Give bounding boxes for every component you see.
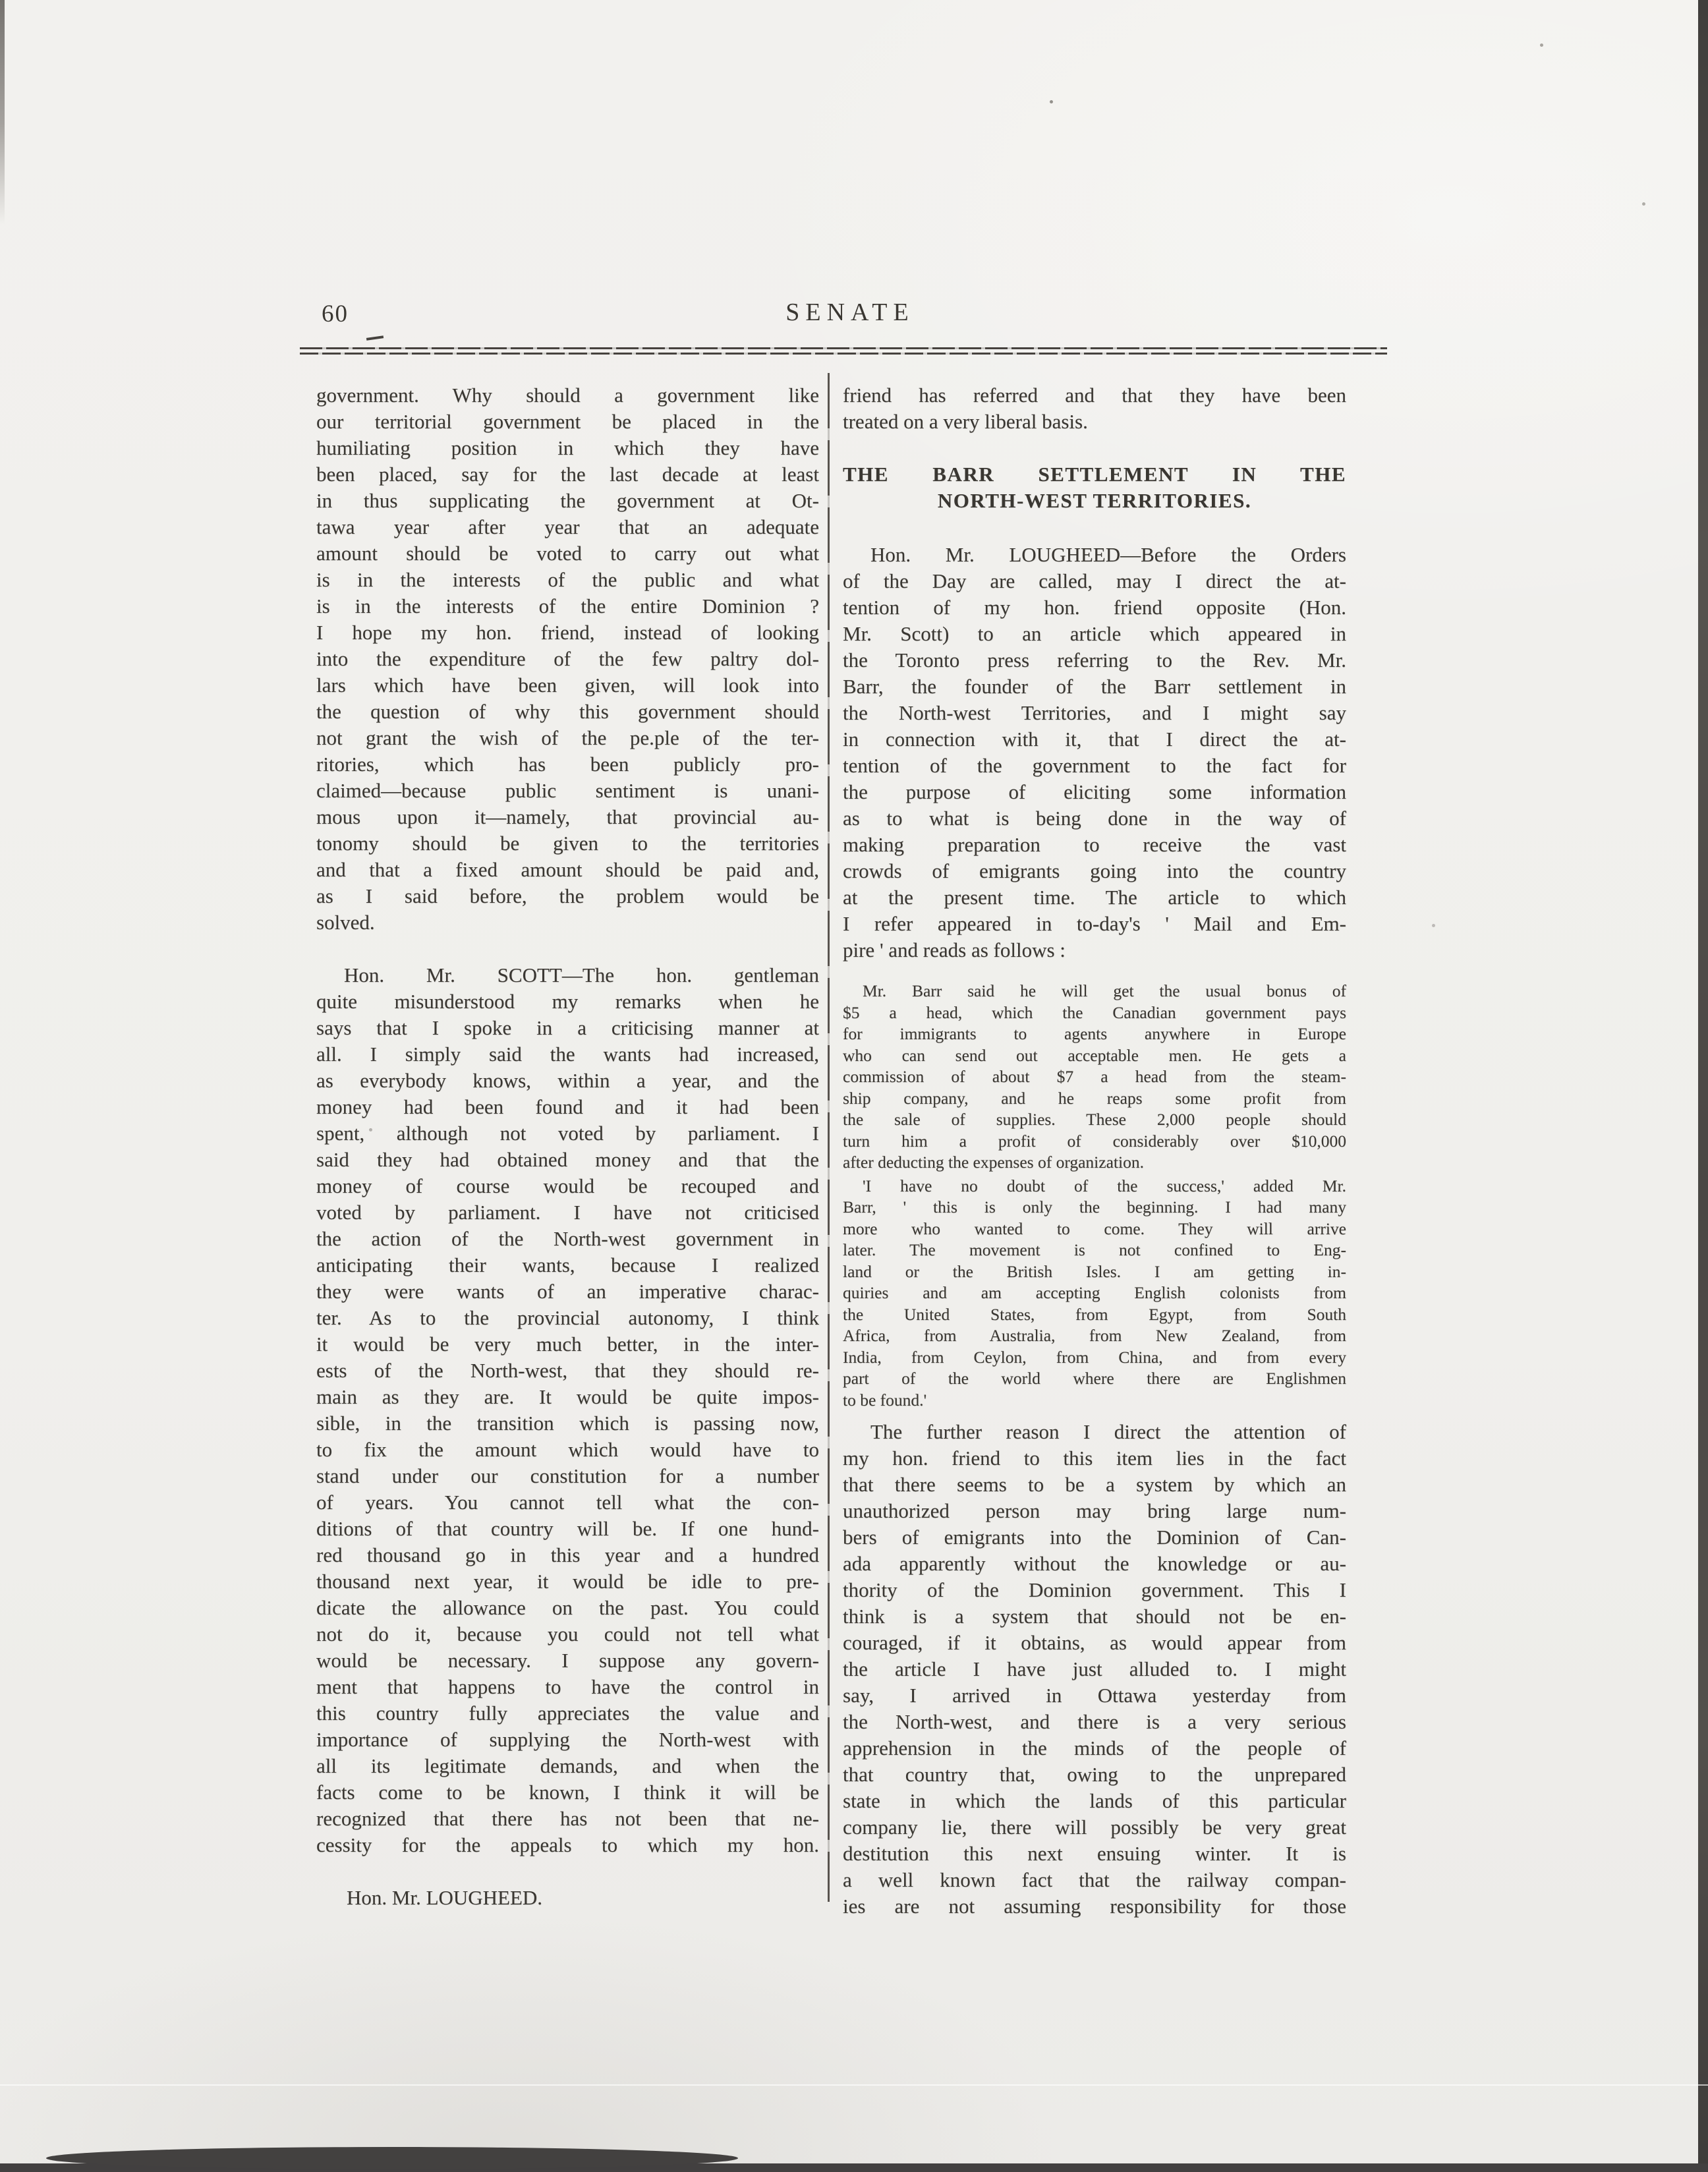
text-line: crowds of emigrants going into the country bbox=[843, 859, 1346, 882]
speaker-catchline bbox=[316, 1885, 819, 1911]
text-line: who can send out acceptable men. He gets a bbox=[843, 1045, 1346, 1065]
scan-edge-left bbox=[0, 0, 5, 224]
text-line: 'I have no doubt of the success,' added Mr. bbox=[863, 1176, 1346, 1195]
text-line: quiries and am accepting English colonists from bbox=[843, 1283, 1346, 1302]
text-line: not grant the wish of the pe.ple of the ter- bbox=[316, 726, 819, 749]
scan-scratch-line bbox=[0, 2084, 1708, 2086]
text-line: thousand next year, it would be idle to pre- bbox=[316, 1570, 819, 1593]
text-line: Hon. Mr. SCOTT—The hon. gentleman bbox=[344, 963, 819, 986]
text-line: as I said before, the problem would be bbox=[316, 884, 819, 907]
text-line: Hon. Mr. LOUGHEED—Before the Orders bbox=[870, 543, 1346, 566]
text-line: humiliating position in which they have bbox=[316, 436, 819, 459]
section-heading bbox=[843, 461, 1346, 514]
text-line: is in the interests of the entire Dominion ? bbox=[316, 594, 819, 617]
text-line: into the expenditure of the few paltry dol- bbox=[316, 647, 819, 670]
text-line: the Toronto press referring to the Rev. Mr. bbox=[843, 648, 1346, 672]
text-line: think is a system that should not be en- bbox=[843, 1605, 1346, 1628]
left-column bbox=[316, 382, 819, 1911]
text-line: ies are not assuming responsibility for those bbox=[843, 1895, 1346, 1918]
scan-shadow-bottom bbox=[46, 2147, 738, 2169]
text-line: pire ' and reads as follows : bbox=[843, 938, 1066, 961]
text-line: mous upon it—namely, that provincial au- bbox=[316, 805, 819, 828]
text-line: Barr, ' this is only the beginning. I had many bbox=[843, 1197, 1346, 1216]
column-divider bbox=[828, 373, 830, 1902]
text-line: The further reason I direct the attention of bbox=[870, 1420, 1346, 1443]
text-line: for immigrants to agents anywhere in Europe bbox=[843, 1024, 1346, 1043]
text-line: ment that happens to have the control in bbox=[316, 1675, 819, 1698]
text-line: sible, in the transition which is passing now, bbox=[316, 1412, 819, 1435]
text-line: claimed—because public sentiment is unani- bbox=[316, 779, 819, 802]
text-line: state in which the lands of this particular bbox=[843, 1789, 1346, 1812]
quoted-article-paragraph bbox=[843, 981, 1346, 1174]
header-rule-mark bbox=[366, 335, 384, 341]
text-line: $5 a head, which the Canadian government pays bbox=[843, 1002, 1346, 1022]
text-line: couraged, if it obtains, as would appear from bbox=[843, 1631, 1346, 1654]
text-line: tention of my hon. friend opposite (Hon. bbox=[843, 596, 1346, 619]
text-line: ter. As to the provincial autonomy, I think bbox=[316, 1306, 819, 1329]
text-line: tawa year after year that an adequate bbox=[316, 515, 819, 538]
text-line: ests of the North-west, that they should re- bbox=[316, 1359, 819, 1382]
text-line: destitution this next ensuing winter. It is bbox=[843, 1842, 1346, 1865]
text-line: of the Day are called, may I direct the at- bbox=[843, 569, 1346, 592]
text-line: at the present time. The article to which bbox=[843, 886, 1346, 909]
text-line: unauthorized person may bring large num- bbox=[843, 1499, 1346, 1522]
text-line: said they had obtained money and that the bbox=[316, 1148, 819, 1171]
text-line: quite misunderstood my remarks when he bbox=[316, 990, 819, 1013]
page-title: SENATE bbox=[785, 299, 915, 326]
text-line: as to what is being done in the way of bbox=[843, 807, 1346, 830]
text-line: voted by parliament. I have not criticised bbox=[316, 1201, 819, 1224]
text-line: treated on a very liberal basis. bbox=[843, 410, 1088, 433]
text-line: company lie, there will possibly be very great bbox=[843, 1815, 1346, 1839]
text-line: to fix the amount which would have to bbox=[316, 1438, 819, 1461]
text-line: India, from Ceylon, from China, and from every bbox=[843, 1347, 1346, 1367]
text-line: I hope my hon. friend, instead of looking bbox=[316, 621, 819, 644]
text-line: it would be very much better, in the inter- bbox=[316, 1332, 819, 1356]
text-line: tonomy should be given to the territories bbox=[316, 832, 819, 855]
text-line: money of course would be recouped and bbox=[316, 1174, 819, 1197]
text-line: Africa, from Australia, from New Zealand, from bbox=[843, 1326, 1346, 1345]
text-line: our territorial government be placed in the bbox=[316, 410, 819, 433]
text-line: been placed, say for the last decade at least bbox=[316, 463, 819, 486]
text-line: facts come to be known, I think it will be bbox=[316, 1781, 819, 1804]
text-line: say, I arrived in Ottawa yesterday from bbox=[843, 1684, 1346, 1707]
speech-paragraph bbox=[316, 962, 819, 1858]
text-line: government. Why should a government like bbox=[316, 384, 819, 407]
text-line: would be necessary. I suppose any govern- bbox=[316, 1649, 819, 1672]
text-line: Mr. Scott) to an article which appeared in bbox=[843, 622, 1346, 645]
text-line: importance of supplying the North-west with bbox=[316, 1728, 819, 1751]
text-line: in thus supplicating the government at Ot- bbox=[316, 489, 819, 512]
text-line: the question of why this government should bbox=[316, 700, 819, 723]
speech-paragraph bbox=[316, 382, 819, 936]
text-line: in connection with it, that I direct the at- bbox=[843, 728, 1346, 751]
text-line: all. I simply said the wants had increased, bbox=[316, 1043, 819, 1066]
text-line: thority of the Dominion government. This I bbox=[843, 1578, 1346, 1601]
text-line: Barr, the founder of the Barr settlement in bbox=[843, 675, 1346, 698]
text-line: the article I have just alluded to. I might bbox=[843, 1657, 1346, 1680]
text-line: all its legitimate demands, and when the bbox=[316, 1754, 819, 1777]
text-line: the sale of supplies. These 2,000 people should bbox=[843, 1110, 1346, 1129]
text-line: to be found.' bbox=[843, 1390, 927, 1410]
speech-paragraph bbox=[843, 1419, 1346, 1920]
text-line: later. The movement is not confined to Eng- bbox=[843, 1240, 1346, 1259]
text-line: ritories, which has been publicly pro- bbox=[316, 753, 819, 776]
scan-edge-right bbox=[1698, 0, 1708, 2172]
text-line: that country that, owing to the unprepared bbox=[843, 1763, 1346, 1786]
text-line: stand under our constitution for a number bbox=[316, 1464, 819, 1487]
text-line: friend has referred and that they have been bbox=[843, 384, 1346, 407]
page-number: 60 bbox=[322, 300, 349, 328]
text-line: the North-west Territories, and I might say bbox=[843, 701, 1346, 724]
text-line: the purpose of eliciting some information bbox=[843, 780, 1346, 803]
text-line: making preparation to receive the vast bbox=[843, 833, 1346, 856]
text-line: says that I spoke in a criticising manner at bbox=[316, 1016, 819, 1039]
text-line: I refer appeared in to-day's ' Mail and Em- bbox=[843, 912, 1346, 935]
text-line: NORTH-WEST TERRITORIES. bbox=[937, 489, 1252, 512]
text-line: ada apparently without the knowledge or au- bbox=[843, 1552, 1346, 1575]
text-line: land or the British Isles. I am getting in- bbox=[843, 1261, 1346, 1281]
text-line: THE BARR SETTLEMENT IN THE bbox=[843, 463, 1346, 486]
text-line: Mr. Barr said he will get the usual bonus of bbox=[863, 981, 1346, 1000]
text-line: the North-west, and there is a very serious bbox=[843, 1710, 1346, 1733]
text-line: after deducting the expenses of organization. bbox=[843, 1153, 1144, 1172]
page-header bbox=[316, 298, 1384, 332]
text-line: they were wants of an imperative charac- bbox=[316, 1280, 819, 1303]
text-line: a well known fact that the railway compan- bbox=[843, 1868, 1346, 1891]
text-line: commission of about $7 a head from the steam- bbox=[843, 1067, 1346, 1086]
text-line: cessity for the appeals to which my hon. bbox=[316, 1833, 819, 1856]
text-line: that there seems to be a system by which an bbox=[843, 1473, 1346, 1496]
text-line: solved. bbox=[316, 911, 375, 934]
text-line: red thousand go in this year and a hundred bbox=[316, 1543, 819, 1566]
text-line: part of the world where there are Englishmen bbox=[843, 1369, 1346, 1388]
text-line: ship company, and he reaps some profit from bbox=[843, 1088, 1346, 1108]
speech-paragraph bbox=[843, 382, 1346, 435]
text-line: this country fully appreciates the value and bbox=[316, 1701, 819, 1725]
text-line: amount should be voted to carry out what bbox=[316, 542, 819, 565]
scan-specks bbox=[1050, 100, 1053, 103]
text-line: bers of emigrants into the Dominion of Can- bbox=[843, 1526, 1346, 1549]
text-line: as everybody knows, within a year, and the bbox=[316, 1069, 819, 1092]
text-line: my hon. friend to this item lies in the fact bbox=[843, 1446, 1346, 1470]
text-line: money had been found and it had been bbox=[316, 1095, 819, 1118]
text-line: turn him a profit of considerably over $10,000 bbox=[843, 1131, 1346, 1151]
text-line: lars which have been given, will look into bbox=[316, 673, 819, 697]
text-line: anticipating their wants, because I realized bbox=[316, 1253, 819, 1276]
text-line: the action of the North-west government in bbox=[316, 1227, 819, 1250]
text-line: ditions of that country will be. If one hund- bbox=[316, 1517, 819, 1540]
header-rule bbox=[300, 347, 1387, 355]
text-line: spent, although not voted by parliament. I bbox=[316, 1122, 819, 1145]
text-line: dicate the allowance on the past. You could bbox=[316, 1596, 819, 1619]
text-line: more who wanted to come. They will arrive bbox=[843, 1218, 1346, 1238]
right-column bbox=[843, 382, 1346, 1920]
text-line: the United States, from Egypt, from South bbox=[843, 1304, 1346, 1324]
text-line: and that a fixed amount should be paid and, bbox=[316, 858, 819, 881]
text-line: not do it, because you could not tell what bbox=[316, 1622, 819, 1645]
text-line: main as they are. It would be quite impos- bbox=[316, 1385, 819, 1408]
text-line: tention of the government to the fact for bbox=[843, 754, 1346, 777]
text-line: Hon. Mr. LOUGHEED. bbox=[347, 1886, 543, 1909]
speech-paragraph bbox=[843, 542, 1346, 963]
text-line: of years. You cannot tell what the con- bbox=[316, 1491, 819, 1514]
quoted-article-paragraph bbox=[843, 1176, 1346, 1412]
text-line: recognized that there has not been that ne- bbox=[316, 1807, 819, 1830]
text-line: is in the interests of the public and what bbox=[316, 568, 819, 591]
text-line: apprehension in the minds of the people of bbox=[843, 1736, 1346, 1759]
